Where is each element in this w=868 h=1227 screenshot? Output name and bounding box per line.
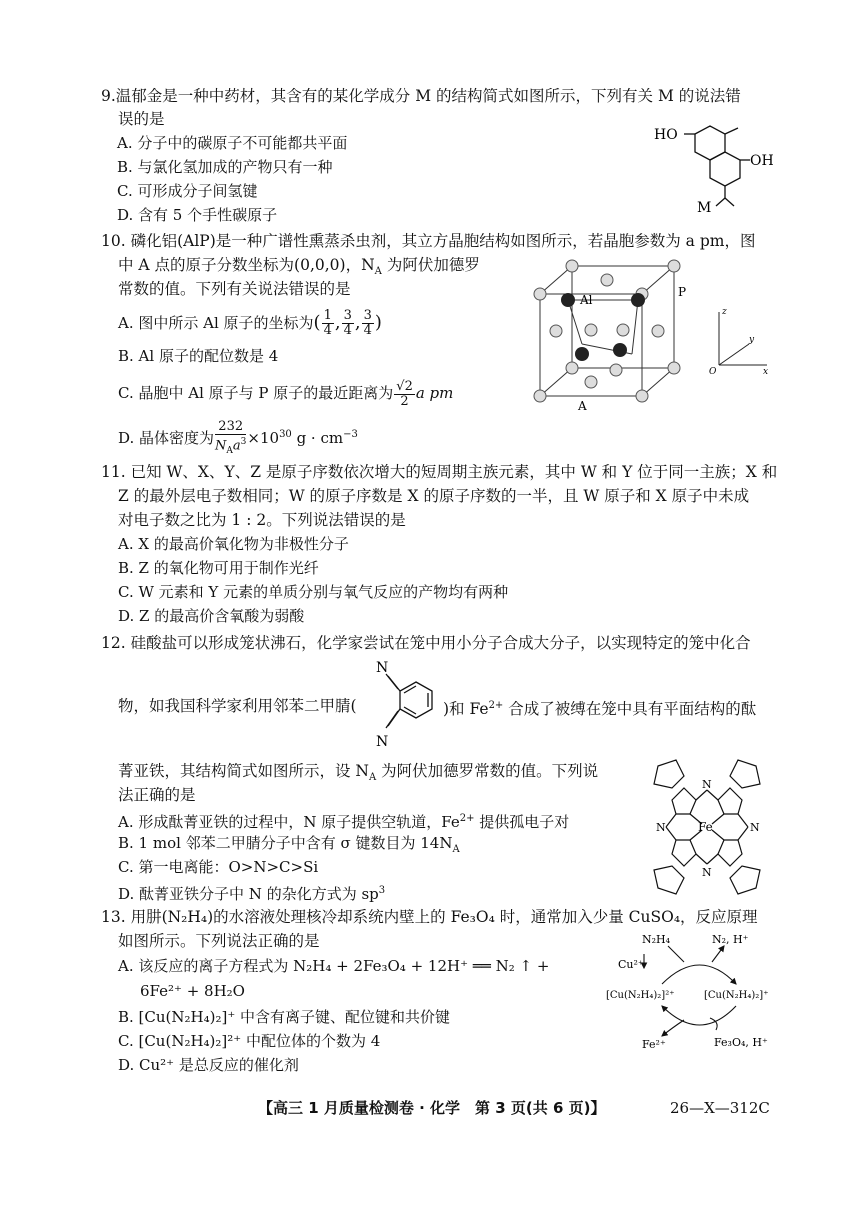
q10-unit-cell bbox=[520, 258, 700, 418]
q9-caption-m: M bbox=[697, 200, 712, 216]
q12-iron-phthalocyanine bbox=[632, 756, 782, 898]
q13-label-fe2: Fe²⁺ bbox=[642, 1038, 666, 1051]
q9-stem-line1: 9.温郁金是一种中药材，其含有的某化学成分 M 的结构简式如图所示，下列有关 M 的说法错 bbox=[101, 87, 741, 105]
q13-label-n2h4: N₂H₄ bbox=[642, 933, 671, 946]
q10-coord-fraction: $\frac{3}{4}$ bbox=[363, 307, 372, 338]
q12-stem-line3: 菁亚铁，其结构简式如图所示，设 $N_A$ 为阿伏加德罗常数的值。下列说 bbox=[118, 762, 599, 784]
q13-label-cu2: Cu²⁺ bbox=[618, 958, 644, 971]
q11-stem-line2: Z 的最外层电子数相同；W 的原子序数是 X 的原子序数的一半，且 W 原子和 X 原子中未成 bbox=[118, 487, 750, 505]
q10-axis-y: y bbox=[749, 335, 755, 345]
q13-label-fe3o4: Fe₃O₄, H⁺ bbox=[714, 1036, 768, 1049]
q13-stem-line1: 13. 用肼(N₂H₄)的水溶液处理核冷却系统内壁上的 Fe₃O₄ 时，通常加入少量 CuSO₄，反应原理 bbox=[101, 908, 758, 926]
q12-option-d: D. 酞菁亚铁分子中 N 的杂化方式为 $sp^3$ bbox=[118, 885, 386, 903]
q11-option-a: A. X 的最高价氧化物为非极性分子 bbox=[118, 535, 349, 553]
q11-option-c: C. W 元素和 Y 元素的单质分别与氧气反应的产物均有两种 bbox=[118, 583, 509, 601]
q12-label-n-bottom: N bbox=[376, 734, 389, 750]
q13-label-complex1: [Cu(N₂H₄)₂]⁺ bbox=[704, 990, 769, 1001]
q11-option-b: B. Z 的氧化物可用于制作光纤 bbox=[118, 559, 319, 577]
q10-label-p: P bbox=[678, 285, 687, 299]
q11-stem-line3: 对电子数之比为 1 : 2。下列说法错误的是 bbox=[118, 511, 406, 529]
q10-stem-line3: 常数的值。下列有关说法错误的是 bbox=[118, 280, 351, 298]
q12-label-n-top: N bbox=[376, 660, 389, 676]
q11-option-d: D. Z 的最高价含氧酸为弱酸 bbox=[118, 607, 305, 625]
q13-option-a-line2: 6Fe²⁺ + 8H₂O bbox=[140, 982, 245, 1000]
q12-fig-n-bottom: N bbox=[702, 866, 712, 879]
footer-code: 26—X—312C bbox=[670, 1099, 770, 1117]
q12-option-c: C. 第一电离能：O>N>C>Si bbox=[118, 858, 319, 876]
q10-coord-fraction: $\frac{3}{4}$ bbox=[343, 307, 352, 338]
q10-stem-line2: 中 A 点的原子分数坐标为(0,0,0)，$N_A$ 为阿伏加德罗 bbox=[118, 256, 480, 278]
q9-option-c: C. 可形成分子间氢键 bbox=[117, 182, 258, 200]
q10-axis-o: O bbox=[709, 367, 717, 377]
q13-label-complex2: [Cu(N₂H₄)₂]²⁺ bbox=[606, 990, 675, 1001]
q13-reaction-cycle bbox=[606, 928, 806, 1056]
q10-axis-z: z bbox=[722, 307, 727, 317]
q9-label-oh: OH bbox=[750, 153, 774, 169]
q12-fig-fe: Fe bbox=[698, 820, 713, 834]
q12-fig-n-top: N bbox=[702, 778, 712, 791]
q13-option-d: D. Cu²⁺ 是总反应的催化剂 bbox=[118, 1056, 299, 1074]
q11-stem-line1: 11. 已知 W、X、Y、Z 是原子序数依次增大的短周期主族元素，其中 W 和 Y 位于同一主族；X 和 bbox=[101, 463, 778, 481]
q10-label-al: Al bbox=[580, 293, 593, 307]
q10-option-b: B. Al 原子的配位数是 4 bbox=[118, 347, 279, 365]
q9-option-a: A. 分子中的碳原子不可能都共平面 bbox=[117, 134, 348, 152]
q9-structure-m bbox=[650, 112, 780, 220]
q9-option-b: B. 与氯化氢加成的产物只有一种 bbox=[117, 158, 333, 176]
q10-coord-fraction: $\frac{1}{4}$ bbox=[323, 307, 332, 338]
q12-fig-n-right: N bbox=[750, 821, 760, 834]
q12-stem-line2bc: )和 $Fe^{2+}$ 合成了被缚在笼中具有平面结构的酞 bbox=[443, 700, 757, 719]
q10-label-a: A bbox=[578, 399, 587, 413]
q10-axes bbox=[705, 300, 775, 380]
q10-axis-x: x bbox=[763, 367, 769, 377]
q12-stem-line2a: 物，如我国科学家利用邻苯二甲腈( bbox=[118, 697, 357, 715]
q9-label-ho: HO bbox=[654, 127, 678, 143]
q12-option-a: A. 形成酞菁亚铁的过程中，N 原子提供空轨道，$Fe^{2+}$ 提供孤电子对 bbox=[118, 813, 570, 831]
q10-option-d: D. 晶体密度为 $\frac{232}{N_Aa^3}$ $\times 10^{30}$ $g \cdot cm^{-3}$ bbox=[118, 419, 358, 456]
q12-stem-line4: 法正确的是 bbox=[118, 786, 196, 804]
footer-page-info: 【高三 1 月质量检测卷 · 化学 第 3 页(共 6 页)】 bbox=[258, 1099, 606, 1117]
q9-stem-line2: 误的是 bbox=[118, 110, 165, 128]
q13-option-c: C. [Cu(N₂H₄)₂]²⁺ 中配位体的个数为 4 bbox=[118, 1032, 381, 1050]
q12-option-b: B. 1 mol 邻苯二甲腈分子中含有 σ 键数目为 $14N_A$ bbox=[118, 834, 460, 855]
q10-option-c: C. 晶胞中 Al 原子与 P 原子的最近距离为 $\frac{√2}{2}$ a pm bbox=[118, 378, 454, 409]
q13-option-a-line1: A. 该反应的离子方程式为 N₂H₄ + 2Fe₃O₄ + 12H⁺ ══ N₂ ↑ + bbox=[118, 957, 550, 975]
q13-label-n2-h: N₂, H⁺ bbox=[712, 933, 749, 946]
q13-stem-line2: 如图所示。下列说法正确的是 bbox=[118, 932, 320, 950]
q9-option-d: D. 含有 5 个手性碳原子 bbox=[117, 206, 278, 224]
q12-phthalonitrile bbox=[368, 654, 448, 754]
q10-stem-line1: 10. 磷化铝(AlP)是一种广谱性熏蒸杀虫剂，其立方晶胞结构如图所示，若晶胞参数为 a pm，图 bbox=[101, 232, 756, 250]
q12-fig-n-left: N bbox=[656, 821, 666, 834]
q12-stem-line1: 12. 硅酸盐可以形成笼状沸石，化学家尝试在笼中用小分子合成大分子，以实现特定的笼中化合 bbox=[101, 634, 751, 652]
q10-option-a: A. 图中所示 Al 原子的坐标为( $\frac{1}{4}$ , $\frac{3}{4}$ , $\frac{3}{4}$ ) bbox=[118, 307, 382, 338]
q13-option-b: B. [Cu(N₂H₄)₂]⁺ 中含有离子键、配位键和共价键 bbox=[118, 1008, 451, 1026]
